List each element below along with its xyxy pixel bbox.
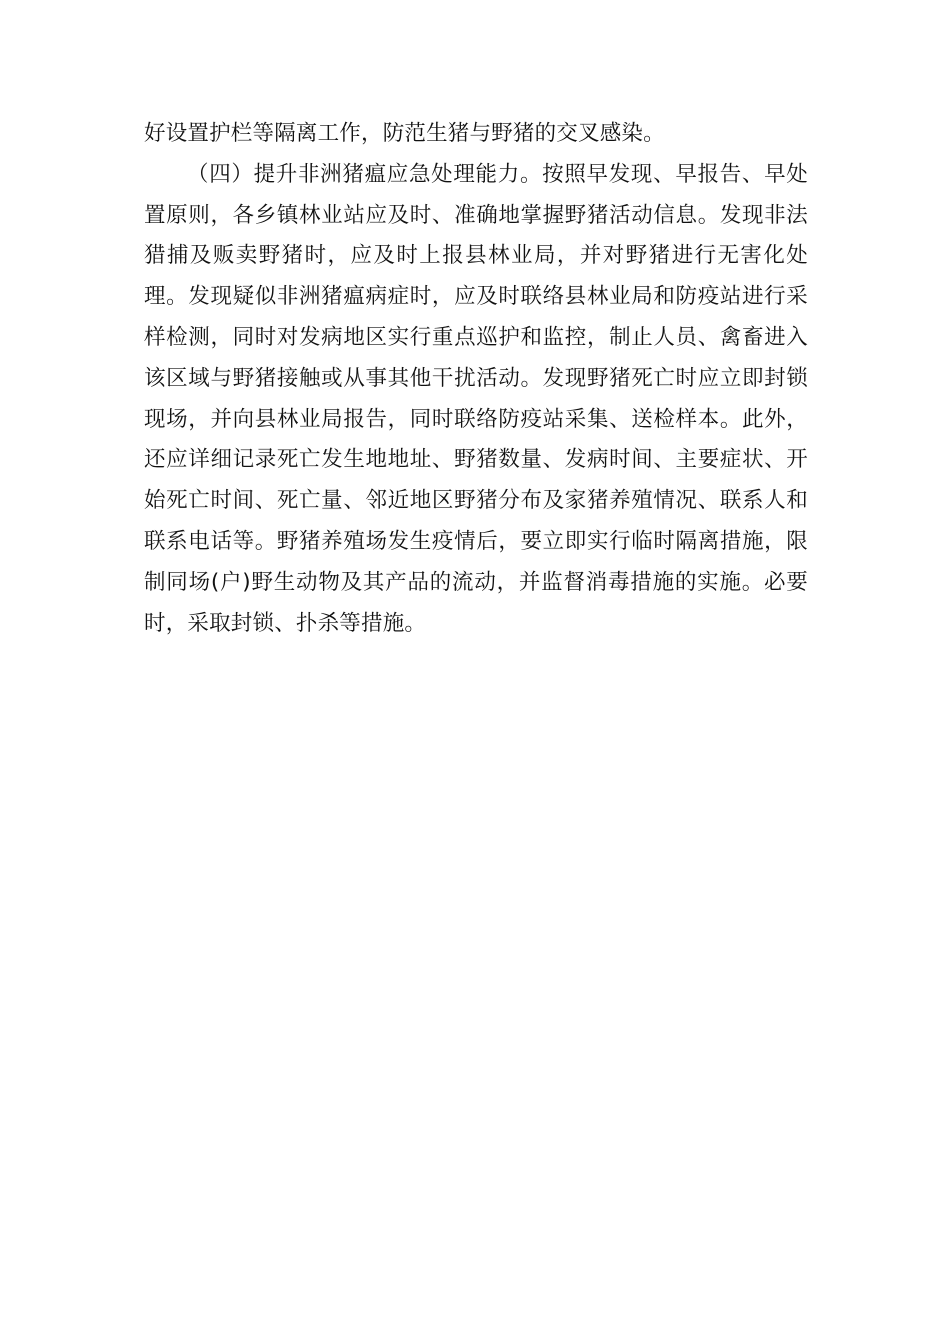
paragraph-section-four: （四）提升非洲猪瘟应急处理能力。按照早发现、早报告、早处置原则，各乡镇林业站应及时、准确地掌握野猪活动信息。发现非法猎捕及贩卖野猪时，应及时上报县林业局，并对野猪进行无害化处理。发现疑似非洲猪瘟病症时，应及时联络县林业局和防疫站进行采样检测，同时对发病地区实行重点巡护和监控，制止人员、禽畜进入该区域与野猪接触或从事其他干扰活动。发现野猪死亡时应立即封锁现场，并向县林业局报告，同时联络防疫站采集、送检样本。此外，还应详细记录死亡发生地地址、野猪数量、发病时间、主要症状、开始死亡时间、死亡量、邻近地区野猪分布及家猪养殖情况、联系人和联系电话等。野猪养殖场发生疫情后，要立即实行临时隔离措施，限制同场(户)野生动物及其产品的流动，并监督消毒措施的实施。必要时，采取封锁、扑杀等措施。: [144, 161, 808, 636]
paragraph-continued: 好设置护栏等隔离工作，防范生猪与野猪的交叉感染。: [144, 121, 665, 146]
document-body: [144, 114, 808, 644]
